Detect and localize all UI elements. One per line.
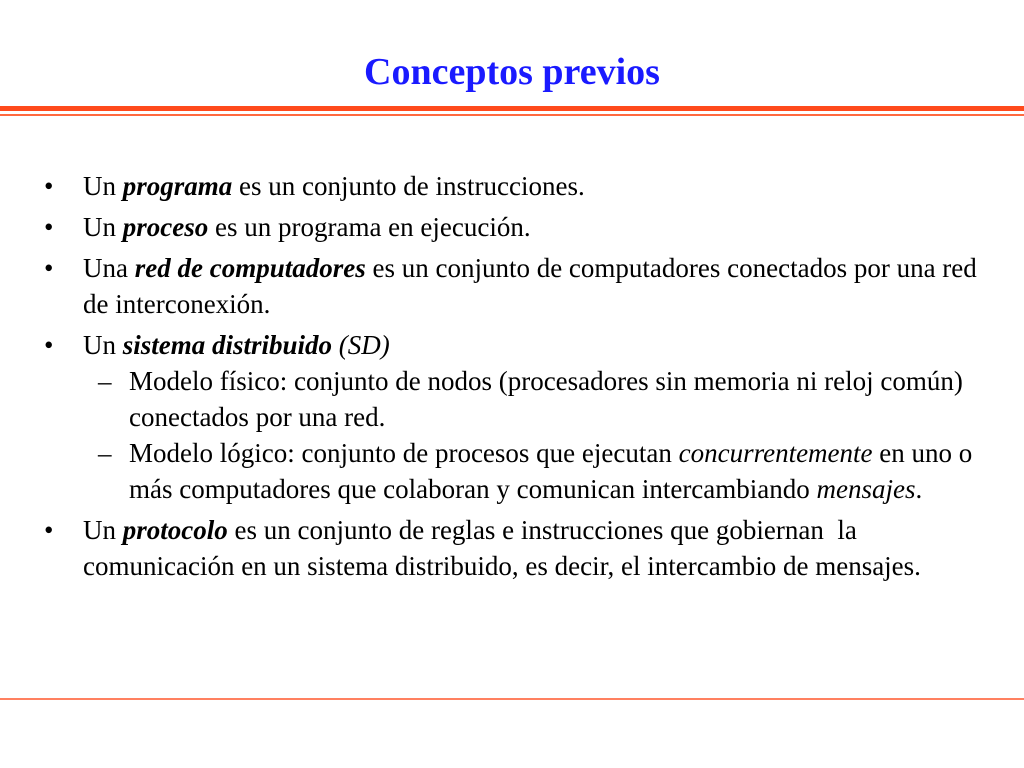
bullet-item-programa bbox=[0, 168, 1024, 204]
bullet-icon: • bbox=[44, 171, 54, 201]
bullet-item-protocolo bbox=[0, 512, 1024, 584]
bullet-term: programa bbox=[122, 171, 233, 201]
bullet-text: es un programa en ejecución. bbox=[208, 212, 531, 242]
slide-body bbox=[0, 168, 1024, 589]
bullet-abbreviation: (SD) bbox=[332, 330, 390, 360]
bullet-text: es un conjunto de instrucciones. bbox=[232, 171, 585, 201]
subitem-text: en uno o más computadores que colaboran y comunican intercambiando bbox=[129, 438, 973, 504]
subitem-text: Modelo físico: conjunto de nodos (procesadores sin memoria ni reloj común) conectados por una red. bbox=[129, 366, 963, 432]
bullet-term: red de computadores bbox=[134, 253, 366, 283]
title-divider-thick bbox=[0, 106, 1024, 111]
bullet-icon: • bbox=[44, 330, 54, 360]
bullet-term: sistema distribuido bbox=[122, 330, 333, 360]
bullet-prefix: Un bbox=[83, 171, 123, 201]
slide-title: Conceptos previos bbox=[364, 51, 660, 93]
subitem-text: . bbox=[915, 474, 923, 504]
bullet-prefix: Una bbox=[83, 253, 135, 283]
bullet-text: es un conjunto de computadores conectados por una red de interconexión. bbox=[83, 253, 977, 319]
subitem-modelo-logico bbox=[0, 435, 1024, 507]
bullet-prefix: Un bbox=[83, 515, 123, 545]
bullet-text: es un conjunto de reglas e instrucciones que gobiernan la comunicación en un sistema distribuido, es decir, el intercambio de mensajes. bbox=[83, 515, 921, 581]
bullet-icon: • bbox=[44, 212, 54, 242]
bullet-item-red-de-computadores bbox=[0, 250, 1024, 322]
bullet-term: proceso bbox=[122, 212, 209, 242]
bullet-term: protocolo bbox=[122, 515, 228, 545]
dash-icon: – bbox=[98, 366, 112, 396]
subitem-italic-term: concurrentemente bbox=[678, 438, 873, 468]
subitem-modelo-fisico bbox=[0, 363, 1024, 435]
footer-divider bbox=[0, 698, 1024, 700]
bullet-item-proceso bbox=[0, 209, 1024, 245]
bullet-prefix: Un bbox=[83, 212, 123, 242]
title-divider-thin bbox=[0, 114, 1024, 116]
bullet-icon: • bbox=[44, 515, 54, 545]
dash-icon: – bbox=[98, 438, 112, 468]
bullet-prefix: Un bbox=[83, 330, 123, 360]
subitem-italic-term: mensajes bbox=[816, 474, 916, 504]
bullet-item-sistema-distribuido bbox=[0, 327, 1024, 363]
bullet-icon: • bbox=[44, 253, 54, 283]
subitem-text: Modelo lógico: conjunto de procesos que ejecutan bbox=[129, 438, 679, 468]
